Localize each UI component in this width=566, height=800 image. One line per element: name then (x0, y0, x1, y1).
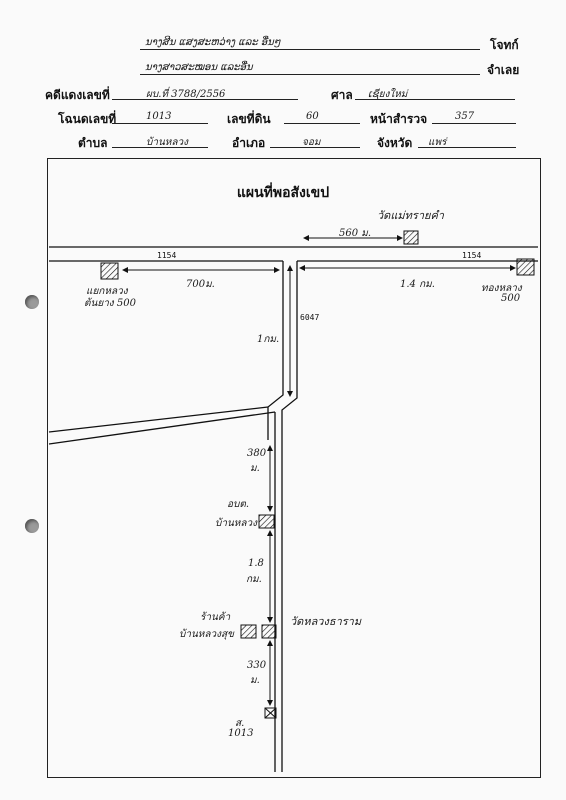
temple-bottom-label: วัดหลวงธาราม (290, 615, 362, 628)
subdistrict-label: ตำบล (78, 136, 108, 150)
temple-bottom-marker (262, 625, 276, 638)
dist-330-unit: ม. (250, 675, 260, 686)
school-right-marker (517, 259, 534, 275)
court-value: ເຊียงใหม่ (368, 89, 408, 100)
road-left-label: 1154 (157, 251, 177, 260)
dist-18-unit: กม. (246, 574, 262, 585)
district-label: อำเภอ (232, 136, 266, 150)
plaintiff-label: โจทก์ (490, 38, 519, 52)
court-label: ศาล (331, 88, 353, 102)
school-left-label-2: ต้นยาง 500 (84, 298, 136, 309)
dist-380-label: 380 (247, 448, 267, 459)
case-label: คดีแดงเลขที่ (45, 88, 110, 102)
dist-right-label: 1.4 กม. (400, 279, 435, 290)
deed-value: 1013 (146, 111, 172, 122)
road-right-label: 1154 (462, 251, 482, 260)
parcel-label-1: ส. (235, 718, 245, 729)
dist-18-label: 1.8 (248, 558, 264, 569)
office-marker (259, 515, 274, 528)
shop-label-1: ร้านค้า (200, 612, 231, 623)
defendant-value: ນາງສາວສະໝອນ ແລະອື່ນ (145, 62, 253, 73)
land-no-label: เลขที่ดิน (227, 112, 271, 126)
office-label-1: อบต. (227, 499, 250, 510)
case-value: ผบ.ที่ 3788/2556 (146, 89, 226, 100)
survey-label: หน้าสำรวจ (370, 112, 428, 126)
plaintiff-value: ນາງສີນ ແສງສະຫວ່າງ ແລະ ອື່ນໆ (145, 37, 281, 48)
road-vertical-label: 6047 (300, 313, 320, 322)
district-value: จอม (302, 137, 321, 148)
temple-top-label: วัดแม่ทรายคำ (377, 209, 444, 222)
temple-top-marker (404, 231, 418, 244)
parcel-label-2: 1013 (228, 728, 254, 739)
dist-top-label: 560 ม. (339, 228, 372, 239)
map-title: แผนที่พอสังเขป (236, 185, 330, 201)
school-left-label-1: แยกหลวง (86, 286, 128, 297)
shop-marker (241, 625, 256, 638)
land-no-value: 60 (306, 111, 319, 122)
survey-value: 357 (455, 111, 475, 122)
school-right-label-1: ทองหลาง (481, 283, 522, 294)
dist-left-label: 700ม. (186, 279, 215, 290)
dist-380-unit: ม. (250, 463, 260, 474)
dist-1km-label: 1กม. (257, 334, 280, 345)
shop-label-2: บ้านหลวงสุข (179, 629, 234, 640)
office-label-2: บ้านหลวง (215, 518, 258, 529)
school-left-marker (101, 263, 118, 279)
province-label: จังหวัด (377, 136, 413, 150)
deed-label: โฉนดเลขที่ (58, 112, 117, 126)
school-right-label-2: 500 (501, 293, 521, 304)
province-value: แพร่ (428, 137, 447, 148)
dist-330-label: 330 (247, 660, 267, 671)
subdistrict-value: บ้านหลวง (146, 137, 189, 148)
defendant-label: จำเลย (487, 63, 520, 77)
